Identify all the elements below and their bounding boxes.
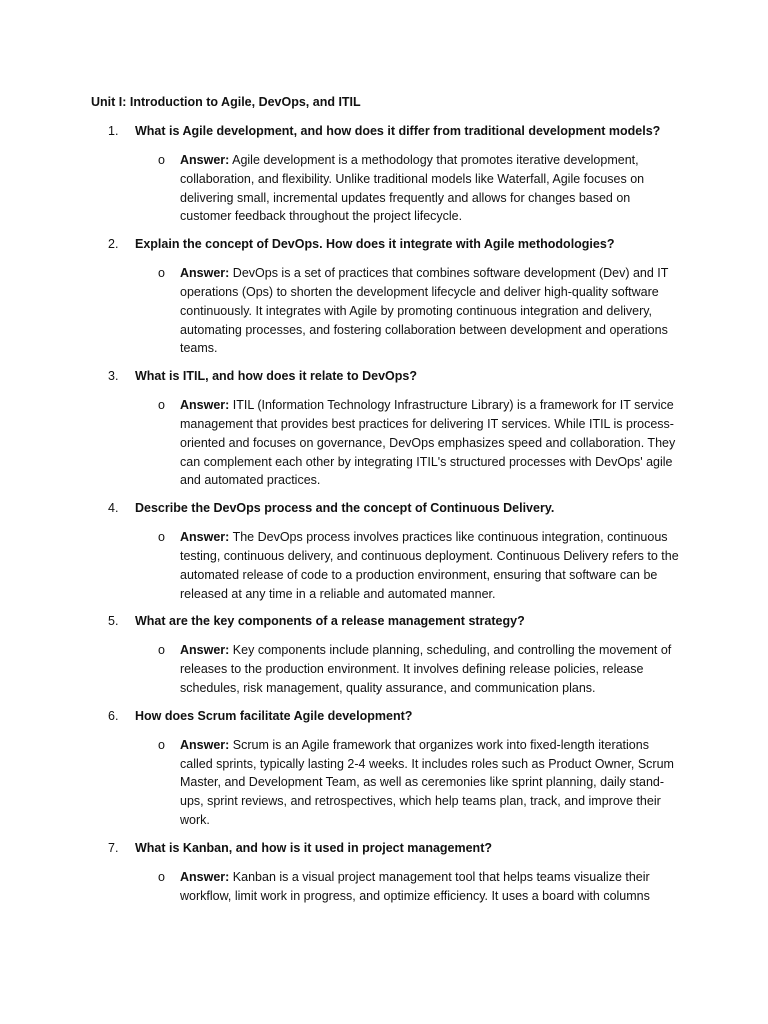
question-text: What is Agile development, and how does it differ from traditional development models? bbox=[135, 124, 661, 138]
answer-row bbox=[0, 528, 680, 603]
question-text: How does Scrum facilitate Agile development? bbox=[135, 708, 413, 723]
answer-label: Answer: bbox=[180, 530, 230, 545]
question-row bbox=[0, 612, 768, 630]
answer-paragraph bbox=[180, 396, 680, 490]
question-row bbox=[0, 499, 768, 517]
qa-item-3 bbox=[0, 367, 768, 490]
answer-paragraph bbox=[180, 264, 680, 358]
qa-item-2 bbox=[0, 235, 768, 358]
answer-row bbox=[0, 736, 680, 830]
answer-paragraph bbox=[180, 868, 680, 906]
bullet-marker: o bbox=[158, 869, 165, 884]
bullet-marker: o bbox=[158, 530, 165, 545]
qa-item-1 bbox=[0, 122, 768, 226]
answer-text: DevOps is a set of practices that combines software development (Dev) and IT operations (Ops) to shorten the development lifecycle and deliver high-quality software continuously. It integrates with Agile by promoting continuous integration and delivery, automating processes, and fostering collaboration between development and operations teams. bbox=[180, 266, 669, 356]
answer-row bbox=[0, 396, 680, 490]
question-text: What is ITIL, and how does it relate to DevOps? bbox=[135, 369, 417, 384]
answer-row bbox=[0, 264, 680, 358]
answer-paragraph bbox=[180, 641, 680, 697]
qa-item-4 bbox=[0, 499, 768, 603]
qa-item-6 bbox=[0, 707, 768, 830]
answer-label: Answer: bbox=[180, 869, 230, 884]
question-text: Describe the DevOps process and the concept of Continuous Delivery. bbox=[135, 501, 555, 516]
question-text: What is Kanban, and how is it used in project management? bbox=[135, 840, 492, 855]
answer-label: Answer: bbox=[180, 153, 230, 167]
unit-title: Unit I: Introduction to Agile, DevOps, and ITIL bbox=[91, 95, 361, 109]
question-text: Explain the concept of DevOps. How does it integrate with Agile methodologies? bbox=[135, 237, 615, 252]
bullet-marker: o bbox=[158, 737, 165, 752]
answer-text: Scrum is an Agile framework that organizes work into fixed-length iterations called sprints, typically lasting 2-4 weeks. It includes roles such as Product Owner, Scrum Master, and Development Team, as well as ceremonies like sprint planning, daily stand-ups, sprint reviews, and retrospectives, which help teams plan, track, and improve their work. bbox=[180, 737, 674, 827]
answer-text: ITIL (Information Technology Infrastructure Library) is a framework for IT service management that provides best practices for delivering IT services. While ITIL is process-oriented and focuses on governance, DevOps emphasizes speed and collaboration. They can complement each other by integrating ITIL's structured processes with DevOps' agile and automated practices. bbox=[180, 398, 676, 488]
question-number: 2. bbox=[108, 237, 119, 252]
answer-text: Agile development is a methodology that promotes iterative development, collaboration, and flexibility. Unlike traditional models like Waterfall, Agile focuses on delivering small, incremental updates frequently and allows for changes based on customer feedback throughout the project lifecycle. bbox=[180, 153, 645, 224]
answer-label: Answer: bbox=[180, 737, 230, 752]
bullet-marker: o bbox=[158, 266, 165, 281]
answer-row bbox=[0, 151, 680, 226]
answer-paragraph bbox=[180, 528, 680, 603]
answer-label: Answer: bbox=[180, 398, 230, 413]
answer-text: Kanban is a visual project management tool that helps teams visualize their workflow, limit work in progress, and optimize efficiency. It uses a board with columns bbox=[180, 869, 650, 903]
question-number: 3. bbox=[108, 369, 119, 384]
question-number: 4. bbox=[108, 501, 119, 516]
question-row bbox=[0, 707, 768, 725]
question-list bbox=[0, 122, 768, 914]
answer-label: Answer: bbox=[180, 643, 230, 658]
answer-label: Answer: bbox=[180, 266, 230, 281]
answer-row bbox=[0, 641, 680, 697]
answer-row bbox=[0, 868, 680, 906]
question-number: 5. bbox=[108, 614, 119, 629]
bullet-marker: o bbox=[158, 398, 165, 413]
answer-text: Key components include planning, scheduling, and controlling the movement of releases to the production environment. It involves defining release policies, release schedules, risk management, quality assurance, and communication plans. bbox=[180, 643, 672, 695]
question-row bbox=[0, 367, 768, 385]
question-row bbox=[0, 122, 768, 140]
qa-item-7 bbox=[0, 839, 768, 906]
question-number: 1. bbox=[108, 124, 119, 138]
answer-paragraph bbox=[180, 736, 680, 830]
bullet-marker: o bbox=[158, 153, 165, 167]
question-number: 6. bbox=[108, 708, 119, 723]
answer-paragraph bbox=[180, 151, 680, 226]
answer-text: The DevOps process involves practices like continuous integration, continuous testing, continuous delivery, and continuous deployment. Continuous Delivery refers to the automated release of code to a production environment, ensuring that software can be released at any time in a reliable and automated manner. bbox=[180, 530, 679, 601]
bullet-marker: o bbox=[158, 643, 165, 658]
question-row bbox=[0, 235, 768, 253]
question-row bbox=[0, 839, 768, 857]
question-text: What are the key components of a release management strategy? bbox=[135, 614, 525, 629]
question-number: 7. bbox=[108, 840, 119, 855]
qa-item-5 bbox=[0, 612, 768, 697]
